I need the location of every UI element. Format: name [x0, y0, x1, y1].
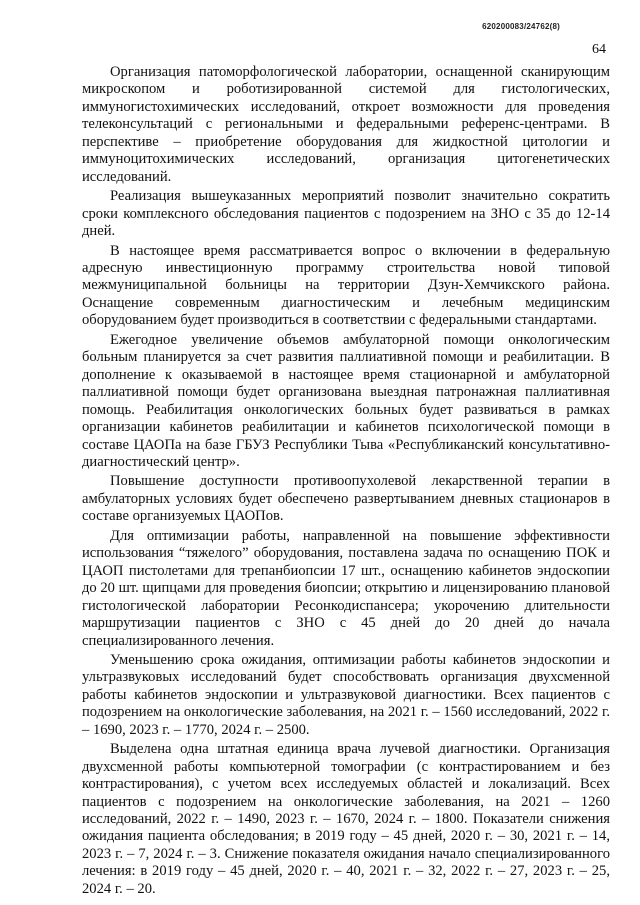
- paragraph-exam-terms: Реализация вышеуказанных мероприятий позволит значительно сократить сроки комплексного обследования пациентов с подозрением на ЗНО с 35 до 12-14 дней.: [82, 188, 610, 240]
- paragraph-pathology-lab: Организация патоморфологической лаборатории, оснащенной сканирующим микроскопом и роботизированной системой для гистологических, иммуногистохимических исследований, откроет возможности для проведения телеконсультаций с региональными и федеральными референс-центрами. В перспективе – приобретение оборудования для жидкостной цитологии и иммуноцитохимических исследований, организация цитогенетических исследований.: [82, 64, 610, 185]
- paragraph-waiting-time: Уменьшению срока ожидания, оптимизации работы кабинетов эндоскопии и ультразвуковых исследований будет способствовать организация двухсменной работы кабинетов эндоскопии и ультразвуковой диагностики. Всех пациентов с подозрением на онкологические заболевания, на 2021 г. – 1560 исследований, 2022 г. – 1690, 2023 г. – 1770, 2024 г. – 2500.: [82, 651, 610, 738]
- document-body: [82, 64, 610, 898]
- paragraph-equipment-optimization: Для оптимизации работы, направленной на повышение эффективности использования “тяжелого” оборудования, поставлена задача по оснащению ПОК и ЦАОП пистолетами для трепанбиопсии 17 шт., оснащению кабинетов эндоскопии до 20 шт. щипцами для проведения биопсии; открытию и лицензированию плановой гистологической лаборатории Ресонкодиспансера; укорочению длительности маршрутизации пациентов с ЗНО с 45 дней до 20 дней до начала специализированного лечения.: [82, 527, 611, 649]
- document-id: 620200083/24762(8): [482, 22, 560, 31]
- page-number: 64: [592, 42, 606, 57]
- paragraph-drug-therapy: Повышение доступности противоопухолевой лекарственной терапии в амбулаторных условиях будет обеспечено развертыванием дневных стационаров в составе организуемых ЦАОПов.: [82, 473, 610, 525]
- paragraph-new-hospital: В настоящее время рассматривается вопрос о включении в федеральную адресную инвестиционную программу строительства новой типовой межмуниципальной больницы на территории Дзун-Хемчикского района. Оснащение современным диагностическим и лечебным медицинским оборудованием будет производиться в соответствии с федеральными стандартами.: [82, 242, 610, 329]
- paragraph-palliative-care: Ежегодное увеличение объемов амбулаторной помощи онкологическим больным планируется за счет развития паллиативной помощи и реабилитации. В дополнение к оказываемой в настоящее время стационарной и амбулаторной паллиативной помощи будет организована выездная патронажная паллиативная помощь. Реабилитация онкологических больных будет развиваться в рамках организации кабинетов реабилитации и кабинетов психологической помощи в составе ЦАОПа на базе ГБУЗ Республики Тыва «Республиканский консультативно-диагностический центр».: [82, 331, 610, 470]
- paragraph-radiology: Выделена одна штатная единица врача лучевой диагностики. Организация двухсменной работы компьютерной томографии (с контрастированием и без контрастирования), с учетом всех исследуемых областей и локализаций. Всех пациентов с подозрением на онкологические заболевания, на 2021 – 1260 исследований, 2022 г. – 1490, 2023 г. – 1670, 2024 г. – 1800. Показатели снижения ожидания пациента обследования; в 2019 году – 45 дней, 2020 г. – 30, 2021 г. – 14, 2023 г. – 7, 2024 г. – 3. Снижение показателя ожидания начало специализированного лечения: в 2019 году – 45 дней, 2020 г. – 40, 2021 г. – 32, 2022 г. – 27, 2023 г. – 25, 2024 г. – 20.: [82, 741, 610, 897]
